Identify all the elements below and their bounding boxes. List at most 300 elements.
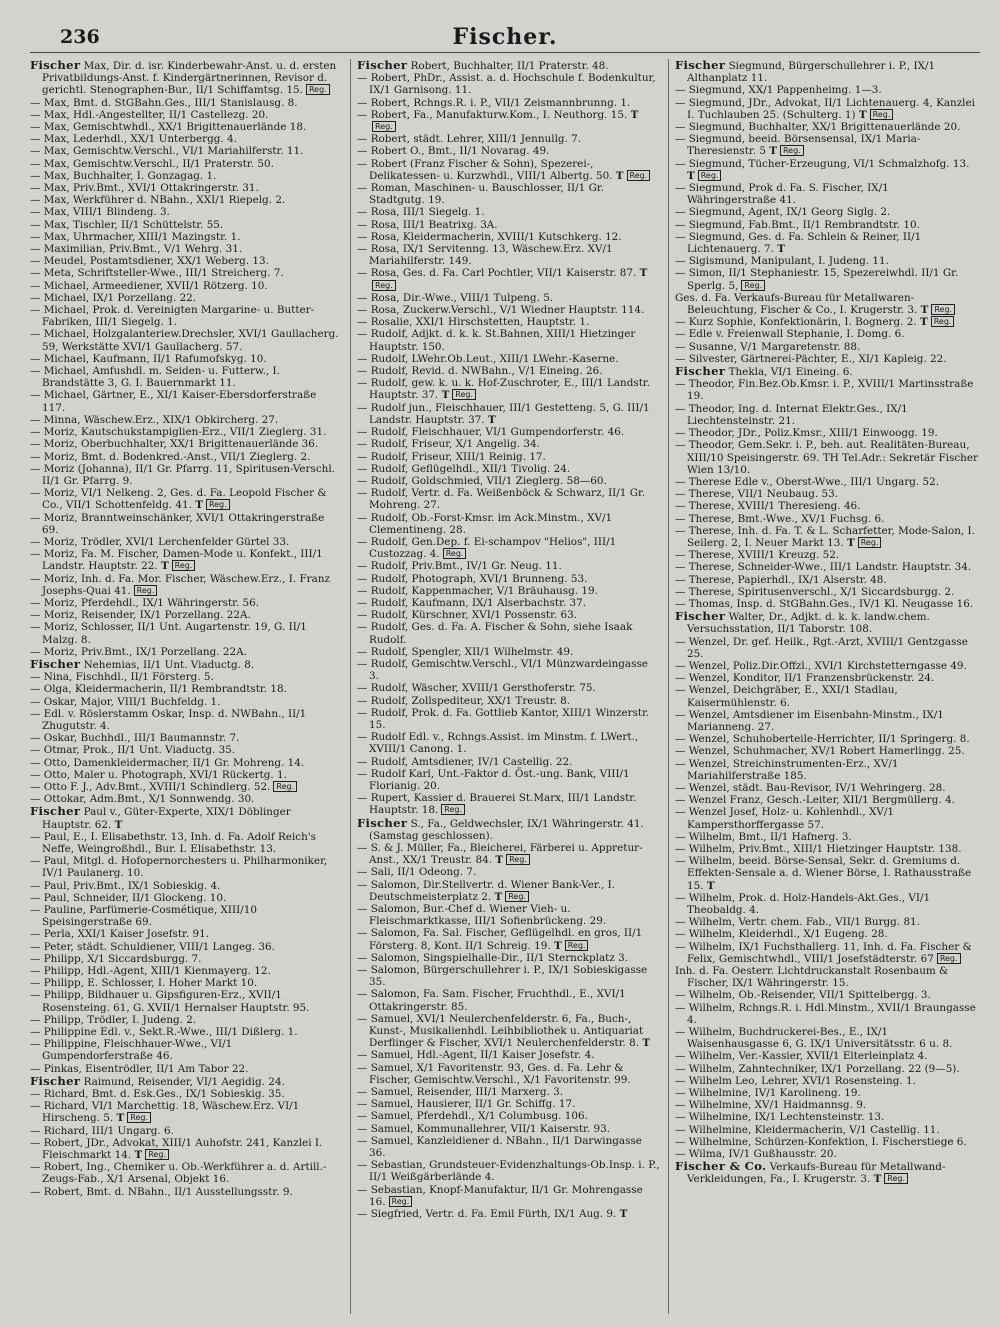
- telephone-marker: T: [160, 560, 169, 573]
- directory-entry: [30, 953, 342, 965]
- entry-text: — Rudolf, Ges. d. Fa. A. Fischer & Sohn, siehe Isaak Rudolf.: [357, 621, 633, 646]
- entry-text: — Rudolf, Gemischtw.Verschl., VI/1 Münzwardeingasse 3.: [357, 657, 648, 683]
- telephone-marker: T: [642, 1037, 651, 1050]
- entry-text: — Robert, Bmt. d. NBahn., II/1 Ausstellungsstr. 9.: [30, 1185, 293, 1198]
- register-badge: Reg.: [931, 316, 955, 327]
- entry-text: — Wilhelm, Buchdruckerei-Bes., E., IX/1 Waisenhausgasse 6, G. IX/1 Universitätsstr. 6 u. 8.: [675, 1026, 953, 1051]
- telephone-marker: T: [630, 108, 639, 121]
- directory-entry: [30, 243, 342, 255]
- directory-entry: [675, 1026, 980, 1050]
- directory-entry: [357, 964, 660, 988]
- entry-text: — Rosa, IX/1 Servitenng. 13, Wäschew.Erz. XV/1 Mariahilferstr. 149.: [357, 243, 613, 268]
- directory-entry: [30, 267, 342, 279]
- entry-text: — Moriz, Priv.Bmt., IX/1 Porzellang. 22A.: [30, 645, 247, 658]
- entry-text: — Salomon, Bur.-Chef d. Wiener Vieh- u. Fleischmarktkasse, III/1 Sofienbrückeng. 29.: [357, 903, 607, 928]
- entry-text: — Moriz, Bmt. d. Bodenkred.-Anst., VII/1 Zieglerg. 2.: [30, 450, 311, 463]
- telephone-marker: T: [116, 1112, 125, 1125]
- entry-text: — Theodor, Fin.Bez.Ob.Kmsr. i. P., XVIII/1 Martinsstraße 19.: [675, 378, 974, 403]
- directory-entry: [357, 487, 660, 511]
- directory-entry: [30, 206, 342, 218]
- directory-entry: [30, 328, 342, 352]
- directory-entry: [30, 609, 342, 621]
- entry-text: — Sigismund, Manipulant, I. Judeng. 11.: [675, 255, 889, 268]
- surname-heading: Fischer: [675, 364, 726, 379]
- entry-text: — Salomon, Singspielhalle-Dir., II/1 Sternckplatz 3.: [357, 951, 629, 964]
- entry-text: — Siegfried, Vertr. d. Fa. Emil Fürth, IX/1 Aug. 9.: [357, 1208, 617, 1221]
- telephone-marker: T: [195, 499, 203, 512]
- telephone-marker: T: [494, 890, 503, 903]
- directory-entry: [675, 672, 980, 684]
- entry-text: — Rudolf, LWehr.Ob.Leut., XIII/1 LWehr.-Kaserne.: [357, 352, 619, 365]
- telephone-marker: T: [777, 243, 785, 256]
- directory-entry: [30, 989, 342, 1013]
- telephone-marker: T: [619, 1208, 628, 1221]
- directory-entry: [30, 1137, 342, 1161]
- entry-text: Max, Dir. d. isr. Kinderbewahr-Anst. u. d. ersten Privatbildungs-Anst. f. Kindergärtnerinnen, Revisor d. gerichtl. Stenographen-Bur., II/1 Schiffamtsg. 15.: [42, 60, 337, 97]
- directory-entry: [30, 1014, 342, 1026]
- right-column: [668, 59, 980, 1314]
- register-badge: Reg.: [937, 953, 961, 964]
- left-column: [30, 59, 342, 1314]
- directory-entry: [357, 243, 660, 267]
- entry-text: — Siegmund, Fab.Bmt., II/1 Rembrandtstr. 10.: [675, 218, 920, 231]
- directory-entry: [675, 636, 980, 660]
- entry-text: Walter, Dr., Adjkt. d. k. k. landw.chem. Versuchsstation, II/1 Taborstr. 108.: [687, 611, 930, 636]
- entry-text: — Peter, städt. Schuldiener, VIII/1 Langeg. 36.: [30, 940, 275, 953]
- directory-entry: [675, 745, 980, 757]
- directory-entry: [675, 403, 980, 427]
- directory-entry: [30, 880, 342, 892]
- entry-text: — Moriz, Schlosser, II/1 Unt. Augartenstr. 19, G. II/1 Malzg. 8.: [30, 621, 307, 646]
- entry-text: — Therese, Bmt.-Wwe., XV/1 Fuchsg. 6.: [675, 512, 885, 525]
- entry-text: — Olga, Kleidermacherin, II/1 Rembrandtstr. 18.: [30, 683, 287, 696]
- directory-entry: [357, 731, 660, 755]
- directory-entry: [30, 97, 342, 109]
- entry-text: — Richard, VI/1 Marchettig. 18, Wäschew.Erz. VI/1 Hirscheng. 5.: [30, 1100, 300, 1125]
- directory-entry: [675, 1087, 980, 1099]
- entry-text: — Siegmund, Ges. d. Fa. Schlein & Reiner, II/1 Lichtenauerg. 7.: [675, 230, 922, 256]
- directory-entry: [675, 928, 980, 940]
- directory-entry: [357, 304, 660, 316]
- entry-text: — Sebastian, Grundsteuer-Evidenzhaltungs-Ob.Insp. i. P., II/1 Weißgärberlände 4.: [357, 1159, 660, 1184]
- telephone-marker: T: [134, 1149, 143, 1162]
- entry-text: — Wilhelm, beeid. Börse-Sensal, Sekr. d. Gremiums d. Effekten-Sensale a. d. Wiener Börse, I. Rathausstraße 15.: [675, 855, 972, 892]
- register-badge: Reg.: [273, 781, 297, 792]
- entry-text: — Paul, Schneider, II/1 Glockeng. 10.: [30, 891, 227, 904]
- entry-text: — Philippine Edl. v., Sekt.R.-Wwe., III/1 Dißlerg. 1.: [30, 1026, 298, 1039]
- entry-text: — Moriz, VI/1 Nelkeng. 2, Ges. d. Fa. Leopold Fischer & Co., VII/1 Schottenfeldg. 41.: [30, 487, 327, 512]
- columns-container: [30, 59, 980, 1314]
- directory-entry: [357, 573, 660, 585]
- directory-entry: [357, 219, 660, 231]
- directory-entry: [357, 646, 660, 658]
- directory-entry: [357, 560, 660, 572]
- directory-entry: [675, 513, 980, 525]
- entry-text: — Max, Priv.Bmt., XVI/1 Ottakringerstr. 31.: [30, 182, 259, 195]
- entry-text: — Philipp, Trödler, I. Judeng. 2.: [30, 1013, 197, 1026]
- directory-entry: [675, 831, 980, 843]
- telephone-marker: T: [441, 389, 450, 402]
- entry-text: — Wilhelmine, Schürzen-Konfektion, I. Fischerstiege 6.: [675, 1135, 967, 1148]
- directory-entry: [357, 1062, 660, 1086]
- entry-text: — Moriz, Fa. M. Fischer, Damen-Mode u. Konfekt., III/1 Landstr. Hauptstr. 22.: [30, 548, 323, 573]
- directory-entry: [675, 855, 980, 892]
- directory-entry: [357, 768, 660, 792]
- entry-text: — Rosa, III/1 Siegelg. 1.: [357, 206, 485, 219]
- entry-text: — Salomon, Fa. Sal. Fischer, Geflügelhdl. en gros, II/1 Försterg. 8, Kont. II/1 Schreig. 19.: [357, 927, 643, 952]
- register-badge: Reg.: [372, 121, 396, 132]
- entry-text: — Oskar, Major, VIII/1 Buchfeldg. 1.: [30, 695, 221, 708]
- entry-text: — Roman, Maschinen- u. Bauschlosser, II/1 Gr. Stadtgutg. 19.: [357, 182, 605, 207]
- entry-text: — Richard, Bmt. d. Esk.Ges., IX/1 Sobieskig. 35.: [30, 1088, 285, 1101]
- surname-heading: Fischer: [675, 609, 726, 624]
- directory-entry: [30, 1125, 342, 1137]
- entry-text: — Paul, E., I. Elisabethstr. 13, Inh. d. Fa. Adolf Reich's Neffe, Weingroßhdl., Bur. I. Elisabethstr. 13.: [30, 830, 316, 855]
- directory-entry: [675, 561, 980, 573]
- entry-text: — Therese Edle v., Oberst-Wwe., III/1 Ungarg. 52.: [675, 475, 940, 488]
- entry-text: — Pinkas, Eisentrödler, II/1 Am Tabor 22.: [30, 1062, 249, 1075]
- entry-text: — Wenzel Josef, Holz- u. Kohlenhdl., XV/1 Kampersthorffergasse 57.: [675, 806, 895, 831]
- directory-entry: [30, 219, 342, 231]
- directory-entry: [675, 182, 980, 206]
- directory-entry: [675, 439, 980, 476]
- entry-text: — Therese, Schneider-Wwe., III/1 Landstr. Hauptstr. 34.: [675, 561, 972, 574]
- directory-entry: [30, 573, 342, 597]
- directory-entry: [675, 660, 980, 672]
- directory-entry: [30, 438, 342, 450]
- entry-text: — Samuel, Hdl.-Agent, II/1 Kaiser Josefstr. 4.: [357, 1049, 595, 1062]
- entry-text: — Kurz Sophie, Konfektionärin, I. Bognerg. 2.: [675, 316, 917, 329]
- entry-text: — Wilhelm, Bmt., II/1 Hafnerg. 3.: [675, 830, 852, 843]
- directory-entry: [675, 843, 980, 855]
- entry-text: — Samuel, Kanzleidiener d. NBahn., II/1 Darwingasse 36.: [357, 1134, 642, 1160]
- directory-entry: [357, 1013, 660, 1050]
- entry-text: — Robert, Ing., Chemiker u. Ob.-Werkführer a. d. Artill.-Zeugs-Fab., X/1 Arsenal, Objekt 16.: [30, 1161, 327, 1186]
- directory-entry: [357, 182, 660, 206]
- telephone-marker: T: [615, 169, 624, 182]
- directory-entry: [357, 682, 660, 694]
- directory-entry: [357, 1159, 660, 1183]
- entry-text: — Philipp, Bildhauer u. Gipsfiguren-Erz., XVII/1 Rosensteing. 61, G. XVII/1 Hernalser Hauptstr. 95.: [30, 989, 310, 1014]
- directory-entry: [357, 512, 660, 536]
- directory-entry: [30, 683, 342, 695]
- entry-text: — Otmar, Prok., II/1 Unt. Viaductg. 35.: [30, 744, 236, 757]
- entry-text: — Rosa, Dir.-Wwe., VIII/1 Tulpeng. 5.: [357, 291, 554, 304]
- entry-text: — Maximilian, Priv.Bmt., V/1 Wehrg. 31.: [30, 243, 243, 256]
- entry-text: — Max, Tischler, II/1 Schüttelstr. 55.: [30, 218, 224, 231]
- entry-text: — Rudolf, gew. k. u. k. Hof-Zuschroter, E., III/1 Landstr. Hauptstr. 37.: [357, 377, 651, 402]
- directory-entry: [357, 621, 660, 645]
- entry-text: — Moriz, Kautschukstampiglien-Erz., VII/1 Zieglerg. 31.: [30, 426, 327, 439]
- entry-text: — Edl. v. Röslerstamm Oskar, Insp. d. NWBahn., II/1 Zhugutstr. 4.: [30, 707, 307, 732]
- entry-text: — Otto F. J., Adv.Bmt., XVIII/1 Schindlerg. 52.: [30, 780, 271, 793]
- surname-heading: Fischer: [30, 1073, 81, 1088]
- telephone-marker: T: [495, 854, 504, 867]
- directory-entry: [675, 59, 980, 84]
- directory-entry: [30, 548, 342, 572]
- entry-text: — Wilhelmine, IX/1 Lechtensteinstr. 13.: [675, 1111, 885, 1124]
- directory-entry: [30, 805, 342, 830]
- entry-text: — Rudolf, Friseur, X/1 Angelig. 34.: [357, 438, 540, 451]
- entry-text: — Theodor, Gem.Sekr. i. P., beh. aut. Realitäten-Bureau, XIII/10 Speisingerstr. 69. TH Tel.Adr.: Sekretär Fischer Wien 13/10.: [675, 439, 978, 476]
- directory-entry: [357, 97, 660, 109]
- directory-entry: [357, 866, 660, 878]
- entry-text: — Wilhelmine, XV/1 Haidmannsg. 9.: [675, 1099, 867, 1112]
- entry-text: — Max, Werkführer d. NBahn., XXI/1 Riepelg. 2.: [30, 194, 286, 207]
- directory-entry: [675, 941, 980, 965]
- entry-text: Ges. d. Fa. Verkaufs-Bureau für Metallwaren-Beleuchtung, Fischer & Co., I. Krugerstr. 3.: [675, 291, 918, 317]
- directory-entry: [30, 353, 342, 365]
- entry-text: — Rudolf, Zollspediteur, XX/1 Treustr. 8.: [357, 694, 570, 707]
- directory-entry: [357, 1208, 660, 1220]
- entry-text: — Rudolf, Friseur, XIII/1 Reinig. 17.: [357, 450, 546, 463]
- entry-text: — Rudolf, Kaufmann, IX/1 Alserbachstr. 37.: [357, 596, 587, 609]
- entry-text: — Wilhelm, Rchngs.R. i. Hdl.Minstm., XVII/1 Braungasse 4.: [675, 1001, 976, 1026]
- entry-text: — Siegmund, beeid. Börsensensal, IX/1 Maria-Theresienstr. 5: [675, 133, 921, 158]
- entry-text: — Wenzel, Streichinstrumenten-Erz., XV/1 Mariahilferstraße 185.: [675, 757, 899, 782]
- directory-entry: [357, 756, 660, 768]
- entry-text: — Samuel, Kommunallehrer, VII/1 Kaiserstr. 93.: [357, 1122, 611, 1135]
- directory-entry: [357, 1135, 660, 1159]
- entry-text: — Wilhelm Leo, Lehrer, XVI/1 Rosensteing. 1.: [675, 1074, 916, 1087]
- directory-entry: [30, 928, 342, 940]
- directory-entry: [675, 121, 980, 133]
- entry-text: — Edle v. Freienwall Stephanie, I. Domg. 6.: [675, 328, 905, 341]
- entry-text: — Max, Gemischtwhdl., XX/1 Brigittenauerlände 18.: [30, 121, 307, 134]
- entry-text: — Wenzel, Amtsdiener im Eisenbahn-Minstm., IX/1 Marianneng. 27.: [675, 708, 944, 733]
- directory-entry: [357, 842, 660, 866]
- directory-entry: [30, 904, 342, 928]
- directory-entry: [675, 206, 980, 218]
- entry-text: — Moriz, Inh. d. Fa. Mor. Fischer, Wäschew.Erz., I. Franz Josephs-Quai 41.: [30, 572, 331, 597]
- entry-text: — Wilhelm, Vertr. chem. Fab., VII/1 Burgg. 81.: [675, 916, 920, 929]
- entry-text: Raimund, Reisender, VI/1 Aegidig. 24.: [83, 1075, 285, 1088]
- directory-entry: [30, 426, 342, 438]
- directory-entry: [675, 782, 980, 794]
- entry-text: — Michael, Amfushdl. m. Seiden- u. Futterw., I. Brandstätte 3, G. I. Bauernmarkt 11.: [30, 365, 280, 390]
- entry-text: — Rudolf, Gen.Dep. f. Ei-schampov "Helios", III/1 Custozzag. 4.: [357, 535, 617, 561]
- register-badge: Reg.: [506, 854, 530, 865]
- page-title: Fischer.: [452, 24, 558, 50]
- register-badge: Reg.: [127, 1112, 151, 1123]
- directory-entry: [357, 109, 660, 133]
- entry-text: — Otto, Maler u. Photograph, XVI/1 Rückertg. 1.: [30, 768, 287, 781]
- entry-text: — Philipp, Hdl.-Agent, XIII/1 Kienmayerg. 12.: [30, 965, 271, 978]
- directory-entry: [675, 525, 980, 549]
- entry-text: — Samuel, XVI/1 Neulerchenfelderstr. 6, Fa., Buch-, Kunst-, Musikalienhdl. Leihbibliothek u. Antiquariat Derflinger & Fischer, XVI/1 Neulerchenfelderstr. 8.: [357, 1012, 644, 1050]
- entry-text: — Wilhelm, Zahntechniker, IX/1 Porzellang. 22 (9—5).: [675, 1062, 960, 1075]
- register-badge: Reg.: [441, 804, 465, 815]
- register-badge: Reg.: [858, 537, 882, 548]
- entry-text: — Rosa, Kleidermacherin, XVIII/1 Kutschkerg. 12.: [357, 230, 622, 243]
- entry-text: — Michael, Holzgalanteriew.Drechsler, XVI/1 Gaullacherg. 59, Werkstätte XVI/1 Gaullacherg. 57.: [30, 328, 339, 353]
- entry-text: — Wilhelmine, Kleidermacherin, V/1 Castellig. 11.: [675, 1123, 940, 1136]
- entry-text: — Ottokar, Adm.Bmt., X/1 Sonnwendg. 30.: [30, 793, 255, 806]
- directory-entry: [30, 231, 342, 243]
- register-badge: Reg.: [389, 1196, 413, 1207]
- entry-text: — Therese, Papierhdl., IX/1 Alserstr. 48.: [675, 573, 887, 586]
- entry-text: — Therese, XVIII/1 Kreuzg. 52.: [675, 549, 840, 562]
- register-badge: Reg.: [206, 499, 230, 510]
- directory-entry: [675, 378, 980, 402]
- entry-text: — Theodor, Ing. d. Internat Elektr.Ges., IX/1 Liechtensteinstr. 21.: [675, 402, 908, 427]
- register-badge: Reg.: [627, 170, 651, 181]
- entry-text: — Wenzel, Deichgräber, E., XXI/1 Stadlau, Kaisermühlenstr. 6.: [675, 684, 898, 709]
- directory-entry: [675, 1124, 980, 1136]
- entry-text: — Philippine, Fleischhauer-Wwe., VI/1 Gumpendorferstraße 46.: [30, 1038, 233, 1063]
- directory-entry: [30, 658, 342, 671]
- directory-entry: [30, 365, 342, 389]
- directory-entry: [675, 231, 980, 255]
- directory-entry: [30, 1088, 342, 1100]
- entry-text: — Michael, Armeediener, XVII/1 Rötzerg. 10.: [30, 279, 268, 292]
- surname-heading: Fischer: [30, 656, 81, 671]
- directory-entry: [675, 1099, 980, 1111]
- entry-text: — Robert, PhDr., Assist. a. d. Hochschule f. Bodenkultur, IX/1 Garnisong. 11.: [357, 72, 656, 97]
- directory-entry: [675, 1002, 980, 1026]
- entry-text: — Michael, Prok. d. Vereinigten Margarine- u. Butter-Fabriken, III/1 Siegelg. 1.: [30, 304, 315, 329]
- entry-text: — Rudolf, Prok. d. Fa. Gottlieb Kantor, XIII/1 Winzerstr. 15.: [357, 706, 650, 731]
- entry-text: — Wenzel Franz, Gesch.-Leiter, XII/1 Bergmüllerg. 4.: [675, 794, 955, 807]
- entry-text: — Rudolf, Goldschmied, VII/1 Zieglerg. 58—60.: [357, 474, 607, 487]
- directory-entry: [357, 72, 660, 96]
- entry-text: — Paul, Priv.Bmt., IX/1 Sobieskig. 4.: [30, 879, 221, 892]
- entry-text: — Wilhelm, Prok. d. Holz-Handels-Akt.Ges., VI/1 Theobaldg. 4.: [675, 891, 931, 917]
- directory-entry: [357, 426, 660, 438]
- entry-text: — Rudolf, Wäscher, XVIII/1 Gersthoferstr. 75.: [357, 682, 596, 695]
- directory-entry: [357, 609, 660, 621]
- entry-text: — Philipp, E. Schlosser, I. Hoher Markt 10.: [30, 977, 258, 990]
- entry-text: — Perla, XXI/1 Kaiser Josefstr. 91.: [30, 928, 210, 941]
- entry-text: — Max, Lederhdl., XX/1 Unterbergg. 4.: [30, 133, 237, 146]
- entry-text: — Max, Hdl.-Angestellter, II/1 Castellezg. 20.: [30, 108, 269, 121]
- telephone-marker: T: [553, 939, 562, 952]
- entry-text: — Siegmund, Agent, IX/1 Georg Siglg. 2.: [675, 206, 891, 219]
- entry-text: — Moriz (Johanna), II/1 Gr. Pfarrg. 11, Spiritusen-Verschl. II/1 Gr. Pfarrg. 9.: [30, 462, 335, 487]
- directory-entry: [30, 781, 342, 793]
- entry-text: — Michael, Kaufmann, II/1 Rafumofskyg. 10.: [30, 352, 267, 365]
- directory-entry: [357, 365, 660, 377]
- directory-entry: [30, 757, 342, 769]
- register-badge: Reg.: [884, 1173, 908, 1184]
- entry-text: — Thomas, Insp. d. StGBahn.Ges., IV/1 Kl. Neugasse 16.: [675, 597, 974, 610]
- directory-entry: [675, 1136, 980, 1148]
- directory-entry: [357, 597, 660, 609]
- entry-text: — Moriz, Trödler, XVI/1 Lerchenfelder Gürtel 33.: [30, 535, 290, 548]
- directory-entry: [357, 353, 660, 365]
- directory-entry: [30, 59, 342, 97]
- directory-entry: [357, 1098, 660, 1110]
- directory-entry: [357, 903, 660, 927]
- directory-entry: [30, 170, 342, 182]
- directory-entry: [357, 817, 660, 842]
- entry-text: — Rudolf Edl. v., Rchngs.Assist. im Minstm. f. LWert., XVIII/1 Canong. 1.: [357, 731, 639, 756]
- directory-entry: [357, 879, 660, 903]
- directory-entry: [30, 1038, 342, 1062]
- entry-text: — Oskar, Buchhdl., III/1 Baumannstr. 7.: [30, 732, 240, 745]
- directory-entry: [30, 536, 342, 548]
- entry-text: — Therese, XVIII/1 Theresieng. 46.: [675, 500, 861, 513]
- entry-text: S., Fa., Geldwechsler, IX/1 Währingerstr. 41. (Samstag geschlossen).: [369, 817, 644, 842]
- directory-entry: [675, 1111, 980, 1123]
- directory-entry: [675, 267, 980, 291]
- directory-entry: [30, 941, 342, 953]
- entry-text: — Nina, Fischhdl., II/1 Försterg. 5.: [30, 671, 214, 684]
- entry-text: — Rudolf, Ob.-Forst-Kmsr. im Ack.Minstm., XV/1 Clementineng. 28.: [357, 511, 613, 536]
- directory-entry: [357, 145, 660, 157]
- directory-entry: [675, 806, 980, 830]
- entry-text: — Wilhelmine, IV/1 Karolineng. 19.: [675, 1087, 861, 1100]
- entry-text: — Siegmund, JDr., Advokat, II/1 Lichtenauerg. 4, Kanzlei I. Tuchlauben 25. (Schulterg. 1): [675, 96, 975, 121]
- directory-entry: [30, 732, 342, 744]
- directory-entry: [357, 402, 660, 426]
- directory-entry: [30, 1026, 342, 1038]
- directory-entry: [675, 733, 980, 745]
- directory-entry: [675, 684, 980, 708]
- directory-entry: [357, 585, 660, 597]
- entry-text: — Meudel, Postamtsdiener, XX/1 Weberg. 13.: [30, 255, 269, 268]
- entry-text: — Michael, Gärtner, E., XI/1 Kaiser-Ebersdorferstraße 117.: [30, 389, 317, 414]
- surname-heading: Fischer: [357, 815, 408, 830]
- entry-text: — Rudolf, Adjkt. d. k. k. St.Bahnen, XIII/1 Hietzinger Hauptstr. 150.: [357, 328, 636, 353]
- register-badge: Reg.: [931, 304, 955, 315]
- register-badge: Reg.: [172, 560, 196, 571]
- directory-entry: [30, 451, 342, 463]
- directory-entry: [357, 1123, 660, 1135]
- entry-text: — Robert, Rchngs.R. i. P., VII/1 Zeismannbrunng. 1.: [357, 96, 631, 109]
- directory-entry: [675, 316, 980, 328]
- directory-entry: [30, 182, 342, 194]
- entry-text: — Max, VIII/1 Blindeng. 3.: [30, 206, 170, 219]
- directory-entry: [675, 500, 980, 512]
- directory-entry: [675, 1050, 980, 1062]
- directory-entry: [357, 59, 660, 72]
- telephone-marker: T: [706, 879, 715, 892]
- entry-text: — Wenzel, Schuhmacher, XV/1 Robert Hamerlingg. 25.: [675, 745, 965, 758]
- directory-entry: [675, 476, 980, 488]
- register-badge: Reg.: [741, 280, 765, 291]
- entry-text: — Max, Buchhalter, I. Gonzagag. 1.: [30, 169, 217, 182]
- entry-text: — Max, Gemischtw.Verschl., II/1 Praterstr. 50.: [30, 157, 274, 170]
- entry-text: Robert, Buchhalter, II/1 Praterstr. 48.: [410, 60, 609, 72]
- entry-text: — Siegmund, XX/1 Pappenheimg. 1—3.: [675, 84, 882, 97]
- directory-entry: [30, 977, 342, 989]
- entry-text: — Robert, städt. Lehrer, XIII/1 Jennullg. 7.: [357, 133, 582, 146]
- entry-text: — Rudolf Karl, Unt.-Faktor d. Öst.-ung. Bank, VIII/1 Florianig. 20.: [357, 767, 630, 792]
- entry-text: — Rudolf, Kappenmacher, V/1 Bräuhausg. 19.: [357, 584, 598, 597]
- directory-entry: [357, 658, 660, 682]
- directory-entry: [357, 475, 660, 487]
- entry-text: — Meta, Schriftsteller-Wwe., III/1 Streicherg. 7.: [30, 267, 284, 280]
- telephone-marker: T: [919, 316, 928, 329]
- entry-text: Inh. d. Fa. Oesterr. Lichtdruckanstalt Rosenbaum & Fischer, IX/1 Währingerstr. 15.: [675, 965, 949, 990]
- entry-text: — Wenzel, städt. Bau-Revisor, IV/1 Wehringerg. 28.: [675, 781, 946, 794]
- directory-entry: [357, 133, 660, 145]
- register-badge: Reg.: [698, 170, 722, 181]
- entry-text: Nehemias, II/1 Unt. Viaductg. 8.: [83, 658, 255, 671]
- directory-entry: [675, 328, 980, 340]
- directory-entry: [30, 1161, 342, 1185]
- directory-entry: [675, 219, 980, 231]
- entry-text: — Robert, JDr., Advokat, XIII/1 Auhofstr. 241, Kanzlei I. Fleischmarkt 14.: [30, 1136, 323, 1162]
- directory-entry: [30, 671, 342, 683]
- directory-entry: [675, 1160, 980, 1185]
- entry-text: — Rudolf, Fleischhauer, VI/1 Gumpendorferstr. 46.: [357, 426, 625, 439]
- directory-entry: [30, 1186, 342, 1198]
- telephone-marker: T: [769, 145, 777, 158]
- entry-text: — Rudolf, Geflügelhdl., XII/1 Tivolig. 24.: [357, 462, 571, 475]
- directory-entry: [30, 1075, 342, 1088]
